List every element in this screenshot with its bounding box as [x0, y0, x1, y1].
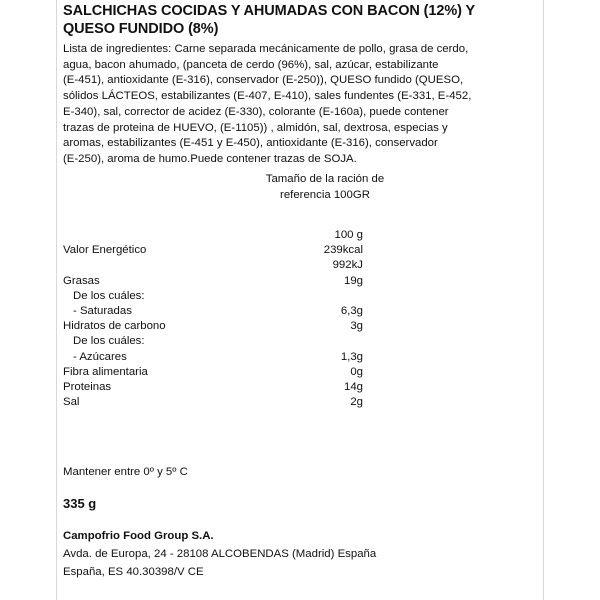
serving-size-line: Tamaño de la ración de: [265, 173, 385, 185]
storage-instructions: Mantener entre 0º y 5º C: [63, 466, 188, 478]
nutrition-value: 1,3g: [340, 350, 363, 363]
ingredients-list: [63, 42, 543, 168]
nutrition-value: 3g: [350, 320, 363, 333]
nutrition-value: 14g: [343, 380, 363, 393]
ingredients-line: sólidos LÁCTEOS, estabilizantes (E-407, E-410), sales fundentes (E-331, E-452,: [63, 90, 472, 103]
serving-size-line: referencia 100GR: [280, 189, 370, 201]
nutrition-label: Valor Energético: [63, 244, 147, 257]
nutrition-row-sugars: [63, 350, 363, 365]
nutrition-value: 6,3g: [340, 304, 363, 317]
nutrition-label: Sal: [63, 396, 80, 409]
product-title-line: QUESO FUNDIDO (8%): [63, 21, 219, 37]
nutrition-value: 2g: [350, 396, 363, 409]
nutrition-label: Proteinas: [63, 380, 112, 393]
nutrition-header-row: [63, 228, 363, 243]
nutrition-row-of-which: [63, 289, 363, 304]
nutrition-row-energy: [63, 243, 363, 258]
nutrition-row-of-which: [63, 334, 363, 349]
ingredients-line: agua, bacon ahumado, (panceta de cerdo (96%), sal, azúcar, estabilizante: [63, 58, 439, 71]
nutrition-label: De los cuáles:: [73, 289, 145, 302]
ingredients-line: E-340), sal, corrector de acidez (E-330), colorante (E-160a), puede contener: [63, 105, 449, 118]
product-title: [63, 2, 543, 38]
ingredients-line: Lista de ingredientes: Carne separada mecánicamente de pollo, grasa de cerdo,: [63, 43, 469, 55]
nutrition-value: 992kJ: [332, 259, 363, 272]
nutrition-row-energy-kj: [63, 258, 363, 273]
net-weight: 335 g: [63, 496, 97, 511]
nutrition-value: 19g: [343, 274, 363, 287]
health-registry: España, ES 40.30398/V CE: [63, 566, 204, 578]
nutrition-row-salt: [63, 395, 363, 410]
nutrition-row-fat: [63, 274, 363, 289]
nutrition-label: - Saturadas: [73, 304, 132, 317]
nutrition-label: Fibra alimentaria: [63, 365, 148, 378]
nutrition-label: Grasas: [63, 274, 100, 287]
nutrition-row-fiber: [63, 365, 363, 380]
nutrition-column-header: 100 g: [334, 229, 363, 241]
company-address: Avda. de Europa, 24 - 28108 ALCOBENDAS (Madrid) España: [63, 548, 377, 560]
serving-size: [200, 171, 450, 203]
ingredients-line: (E-451), antioxidante (E-316), conservador (E-250)), QUESO fundido (QUESO,: [63, 74, 464, 87]
ingredients-line: (E-250), aroma de humo.Puede contener trazas de SOJA.: [63, 152, 357, 165]
product-title-line: SALCHICHAS COCIDAS Y AHUMADAS CON BACON (12%) Y: [63, 3, 476, 19]
nutrition-label: - Azúcares: [73, 350, 127, 363]
ingredients-line: aromas, estabilizantes (E-451 y E-450), antioxidante (E-316), conservador: [63, 137, 438, 150]
company-name: Campofrio Food Group S.A.: [63, 530, 214, 542]
ingredients-line: trazas de proteina de HUEVO, (E-1105)) , almidón, sal, dextrosa, especias y: [63, 121, 448, 134]
nutrition-table: [63, 228, 363, 410]
nutrition-label: Hidratos de carbono: [63, 320, 166, 333]
nutrition-row-saturated: [63, 304, 363, 319]
nutrition-label: De los cuáles:: [73, 335, 145, 348]
nutrition-value: 0g: [350, 365, 363, 378]
nutrition-row-protein: [63, 380, 363, 395]
nutrition-row-carbs: [63, 319, 363, 334]
nutrition-value: 239kcal: [323, 244, 363, 257]
